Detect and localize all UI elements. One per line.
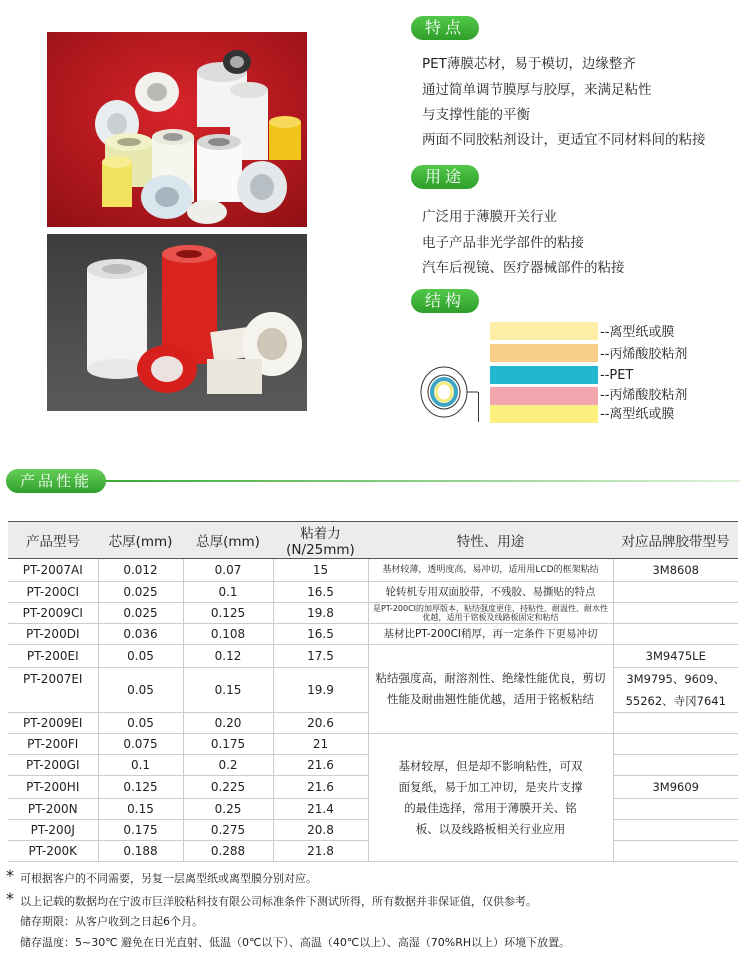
brand-equivalent-empty: [613, 755, 738, 776]
table-row: [8, 559, 738, 582]
layer-label: --离型纸或膜: [600, 407, 675, 422]
total-thickness-cell: 0.25: [183, 799, 273, 820]
total-thickness-cell: 0.288: [183, 841, 273, 862]
layer-label: --PET: [600, 368, 634, 383]
model-cell: PT-2007AI: [8, 559, 98, 582]
total-thickness-cell: 0.20: [183, 713, 273, 734]
adhesion-cell: 20.6: [273, 713, 368, 734]
total-thickness-cell: 0.15: [183, 668, 273, 713]
adhesion-cell: 16.5: [273, 624, 368, 645]
model-cell: PT-200DI: [8, 624, 98, 645]
brand-equivalent: 3M9795、9609、55262、寺冈7641: [613, 668, 738, 713]
total-thickness-cell: 0.225: [183, 776, 273, 799]
model-cell: PT-200CI: [8, 582, 98, 603]
structure-heading: 结构: [411, 289, 479, 313]
model-cell: PT-2007EI: [8, 668, 98, 713]
layer-adhesive-bottom: [490, 387, 598, 405]
model-cell: PT-200FI: [8, 734, 98, 755]
total-thickness-cell: 0.2: [183, 755, 273, 776]
table-row: [8, 624, 738, 645]
core-thickness-cell: 0.1: [98, 755, 183, 776]
layer-pet-core: [490, 366, 598, 384]
liner-connector: [478, 392, 490, 422]
column-header: 特性、用途: [368, 522, 613, 559]
brand-equivalent-empty: [613, 799, 738, 820]
brand-equivalent: 3M8608: [613, 559, 738, 582]
model-cell: PT-200EI: [8, 645, 98, 668]
tape-rolls-photo-grey: [47, 234, 307, 411]
layer-label: --离型纸或膜: [600, 325, 675, 340]
feature-line: 与支撑性能的平衡: [422, 107, 530, 123]
usage-note: 基材较厚，但是却不影响粘性，可双面复纸，易于加工冲切，是夹片支撑的最佳选择，常用于薄膜开关、铭板、以及线路板相关行业应用: [368, 734, 613, 862]
asterisk-icon: *: [6, 889, 14, 908]
core-thickness-cell: 0.025: [98, 603, 183, 624]
core-thickness-cell: 0.05: [98, 645, 183, 668]
core-thickness-cell: 0.188: [98, 841, 183, 862]
column-header: 总厚(mm): [183, 522, 273, 559]
footnote: 储存温度：5~30℃ 避免在日光直射、低温（0℃以下）、高温（40℃以上）、高湿（70%RH以上）环境下放置。: [20, 936, 571, 949]
core-thickness-cell: 0.125: [98, 776, 183, 799]
core-thickness-cell: 0.025: [98, 582, 183, 603]
total-thickness-cell: 0.12: [183, 645, 273, 668]
column-header: 对应品牌胶带型号: [613, 522, 738, 559]
features-heading: 特点: [411, 16, 479, 40]
total-thickness-cell: 0.175: [183, 734, 273, 755]
footnote: 可根据客户的不同需要，另复一层离型纸或离型膜分别对应。: [20, 872, 317, 885]
brand-equivalent-empty: [613, 734, 738, 755]
column-header: 产品型号: [8, 522, 98, 559]
feature-line: 通过简单调节膜厚与胶厚，来满足粘性: [422, 82, 652, 98]
core-thickness-cell: 0.05: [98, 713, 183, 734]
layer-release-liner-top: [490, 322, 598, 340]
total-thickness-cell: 0.07: [183, 559, 273, 582]
section-divider: [100, 480, 740, 482]
usage-note: 基材较薄，透明度高，易冲切，适用用LCD的框架粘结: [368, 559, 613, 582]
adhesion-cell: 21.8: [273, 841, 368, 862]
feature-line: 两面不同胶粘剂设计，更适宜不同材料间的粘接: [422, 132, 706, 148]
brand-equivalent-empty: [613, 841, 738, 862]
usage-note: 粘结强度高，耐溶剂性、绝缘性能优良，剪切性能及耐曲翘性能优越，适用于铭板粘结: [368, 645, 613, 734]
adhesion-cell: 19.8: [273, 603, 368, 624]
model-cell: PT-2009CI: [8, 603, 98, 624]
core-thickness-cell: 0.012: [98, 559, 183, 582]
total-thickness-cell: 0.275: [183, 820, 273, 841]
total-thickness-cell: 0.1: [183, 582, 273, 603]
total-thickness-cell: 0.108: [183, 624, 273, 645]
footnote: 以上记载的数据均在宁波市巨洋胶粘科技有限公司标准条件下测试所得，所有数据并非保证值，仅供参考。: [20, 895, 537, 908]
model-cell: PT-200N: [8, 799, 98, 820]
spec-table: [8, 521, 738, 862]
model-cell: PT-2009EI: [8, 713, 98, 734]
use-line: 汽车后视镜、医疗器械部件的粘接: [422, 260, 625, 276]
column-header: 粘着力(N/25mm): [273, 522, 368, 559]
brand-equivalent-empty: [613, 603, 738, 624]
total-thickness-cell: 0.125: [183, 603, 273, 624]
table-header-row: [8, 522, 738, 559]
table-row: [8, 734, 738, 755]
adhesion-cell: 21.4: [273, 799, 368, 820]
section-title: 产品性能: [6, 469, 106, 493]
table-row: [8, 582, 738, 603]
core-thickness-cell: 0.075: [98, 734, 183, 755]
brand-equivalent: 3M9475LE: [613, 645, 738, 668]
tape-roll-icon: [418, 364, 478, 420]
model-cell: PT-200HI: [8, 776, 98, 799]
core-thickness-cell: 0.175: [98, 820, 183, 841]
use-line: 电子产品非光学部件的粘接: [422, 235, 584, 251]
footnote: 储存期限：从客户收到之日起6个月。: [20, 915, 203, 928]
layer-label: --丙烯酸胶粘剂: [600, 388, 688, 403]
tape-rolls-photo-red: [47, 32, 307, 227]
adhesion-cell: 15: [273, 559, 368, 582]
column-header: 芯厚(mm): [98, 522, 183, 559]
adhesion-cell: 21.6: [273, 755, 368, 776]
table-row: [8, 603, 738, 624]
model-cell: PT-200GI: [8, 755, 98, 776]
adhesion-cell: 20.8: [273, 820, 368, 841]
use-line: 广泛用于薄膜开关行业: [422, 209, 557, 225]
brand-equivalent: 3M9609: [613, 776, 738, 799]
core-thickness-cell: 0.15: [98, 799, 183, 820]
asterisk-icon: *: [6, 866, 14, 885]
brand-equivalent-empty: [613, 713, 738, 734]
adhesion-cell: 17.5: [273, 645, 368, 668]
brand-equivalent-empty: [613, 582, 738, 603]
core-thickness-cell: 0.05: [98, 668, 183, 713]
layer-adhesive-top: [490, 344, 598, 362]
model-cell: PT-200J: [8, 820, 98, 841]
model-cell: PT-200K: [8, 841, 98, 862]
feature-line: PET薄膜芯材，易于模切，边缘整齐: [422, 56, 636, 72]
usage-note: 轮转机专用双面胶带，不残胶、易撕贴的特点: [368, 582, 613, 603]
adhesion-cell: 16.5: [273, 582, 368, 603]
brand-equivalent-empty: [613, 624, 738, 645]
layer-release-liner-bottom: [490, 405, 598, 423]
brand-equivalent-empty: [613, 820, 738, 841]
adhesion-cell: 21: [273, 734, 368, 755]
adhesion-cell: 21.6: [273, 776, 368, 799]
uses-heading: 用途: [411, 165, 479, 189]
usage-note: 是PT-200CI的加厚版本，粘结强度更佳，持粘性、耐温性、耐水性优越，适用于铭板及线路板固定和粘结: [368, 603, 613, 624]
layer-label: --丙烯酸胶粘剂: [600, 347, 688, 362]
adhesion-cell: 19.9: [273, 668, 368, 713]
core-thickness-cell: 0.036: [98, 624, 183, 645]
table-row: [8, 645, 738, 668]
usage-note: 基材比PT-200CI稍厚，再一定条件下更易冲切: [368, 624, 613, 645]
